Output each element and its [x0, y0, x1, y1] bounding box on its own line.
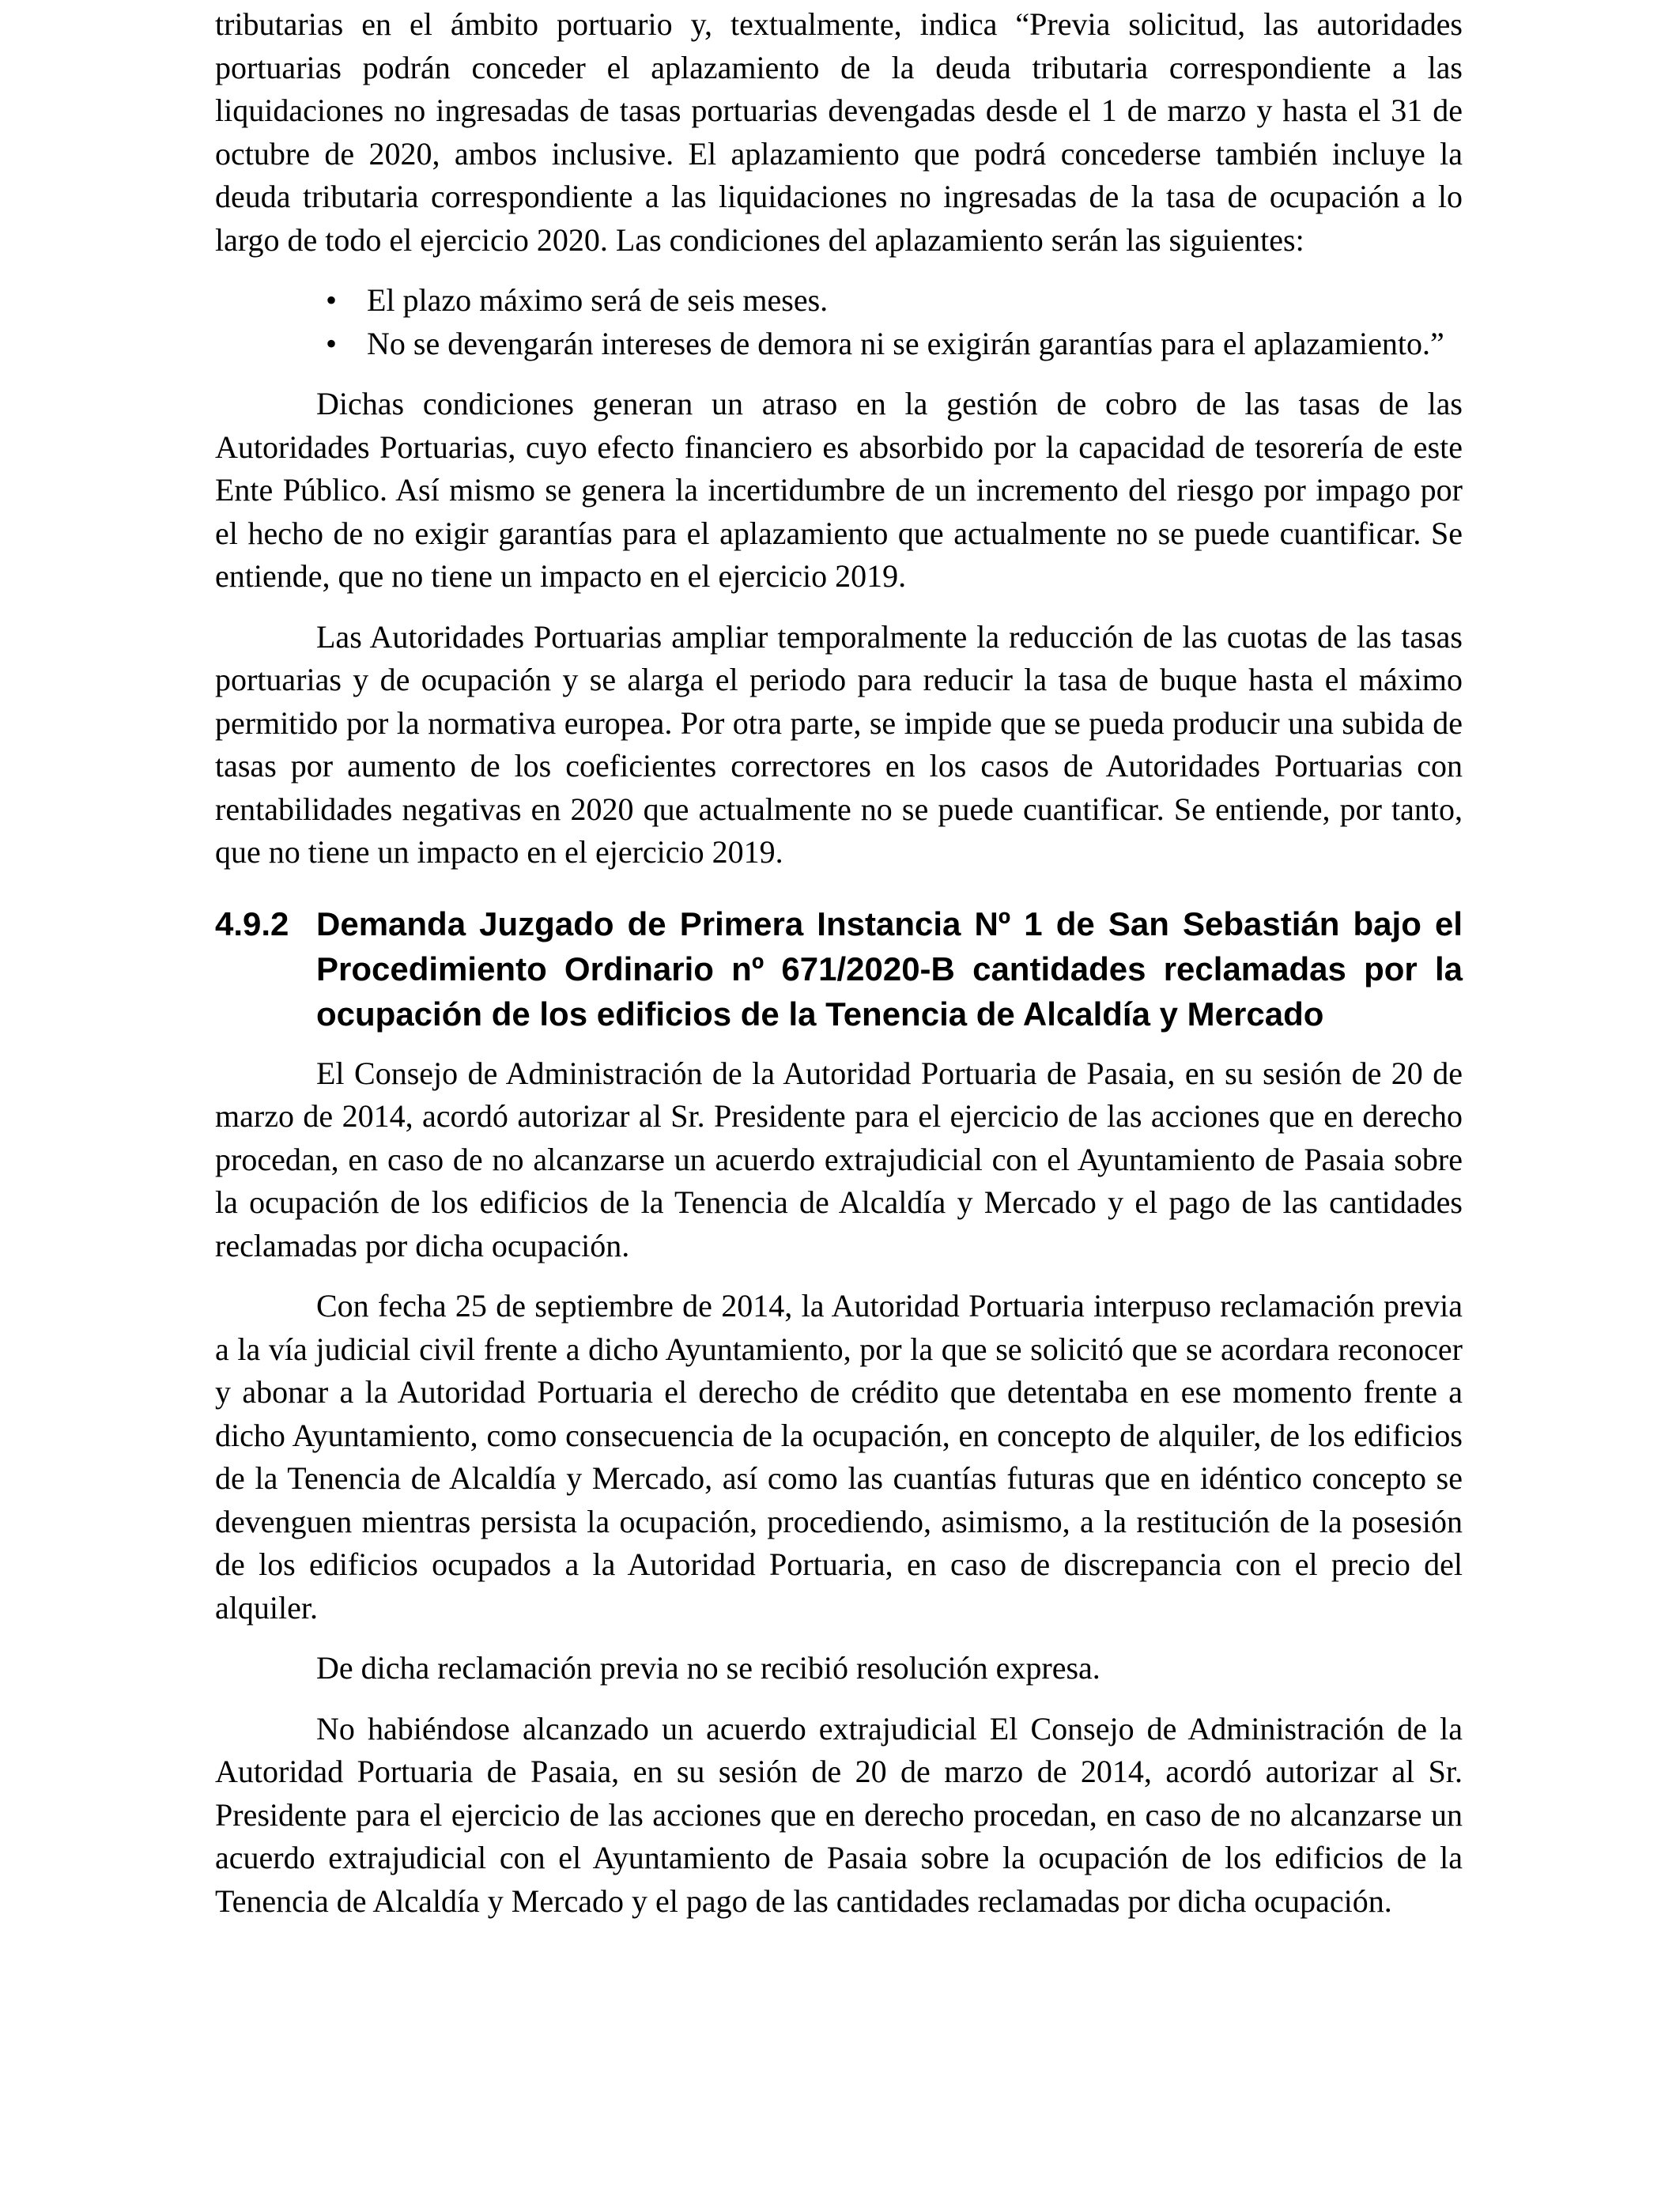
document-page — [215, 0, 1463, 1940]
list-item — [215, 279, 1463, 323]
paragraph-acuerdo-extrajudicial: No habiéndose alcanzado un acuerdo extrajudicial El Consejo de Administración de la Autoridad Portuaria de Pasaia, en su sesión de 20 de marzo de 2014, acordó autorizar al Sr. Presidente para el ejercicio de las acciones que en derecho procedan, en caso de no alcanzarse un acuerdo extrajudicial con el Ayuntamiento de Pasaia sobre la ocupación de los edificios de la Tenencia de Alcaldía y Mercado y el pago de las cantidades reclamadas por dicha ocupación. — [215, 1710, 1463, 1919]
paragraph-consejo: El Consejo de Administración de la Autoridad Portuaria de Pasaia, en su sesión de 20 de marzo de 2014, acordó autorizar al Sr. Presidente para el ejercicio de las acciones que en derecho procedan, en caso de no alcanzarse un acuerdo extrajudicial con el Ayuntamiento de Pasaia sobre la ocupación de los edificios de la Tenencia de Alcaldía y Mercado y el pago de las cantidades reclamadas por dicha ocupación. — [215, 1055, 1463, 1263]
bullet-icon: • — [325, 325, 337, 361]
paragraph-aplazamiento-intro: tributarias en el ámbito portuario y, textualmente, indica “Previa solicitud, las autoridades portuarias podrán conceder el aplazamiento de la deuda tributaria correspondiente a las liquidaciones no ingresadas de tasas portuarias devengadas desde el 1 de marzo y hasta el 31 de octubre de 2020, ambos inclusive. El aplazamiento que podrá concederse también incluye la deuda tributaria correspondiente a las liquidaciones no ingresadas de la tasa de ocupación a lo largo de todo el ejercicio 2020. Las condiciones del aplazamiento serán las siguientes: — [215, 6, 1463, 258]
list-item-text: No se devengarán intereses de demora ni se exigirán garantías para el aplazamiento.” — [367, 325, 1444, 361]
list-item-text: El plazo máximo será de seis meses. — [367, 282, 829, 318]
conditions-list — [215, 279, 1463, 365]
paragraph-reduccion-cuotas: Las Autoridades Portuarias ampliar temporalmente la reducción de las cuotas de las tasas portuarias y de ocupación y se alarga el periodo para reducir la tasa de buque hasta el máximo permitido por la normativa europea. Por otra parte, se impide que se pueda producir una subida de tasas por aumento de los coeficientes correctores en los casos de Autoridades Portuarias con rentabilidades negativas en 2020 que actualmente no se puede cuantificar. Se entiende, por tanto, que no tiene un impacto en el ejercicio 2019. — [215, 618, 1463, 870]
section-title: Demanda Juzgado de Primera Instancia Nº 1 de San Sebastián bajo el Procedimiento Ordinario nº 671/2020-B cantidades reclamadas por la ocupación de los edificios de la Tenencia de Alcaldía y Mercado — [316, 904, 1463, 1033]
section-number: 4.9.2 — [215, 904, 289, 942]
paragraph-reclamacion: Con fecha 25 de septiembre de 2014, la Autoridad Portuaria interpuso reclamación previa a la vía judicial civil frente a dicho Ayuntamiento, por la que se solicitó que se acordara reconocer y abonar a la Autoridad Portuaria el derecho de crédito que detentaba en ese momento frente a dicho Ayuntamiento, como consecuencia de la ocupación, en concepto de alquiler, de los edificios de la Tenencia de Alcaldía y Mercado, así como las cuantías futuras que en idéntico concepto se devenguen mientras persista la ocupación, procediendo, asimismo, a la restitución de la posesión de los edificios ocupados a la Autoridad Portuaria, en caso de discrepancia con el precio del alquiler. — [215, 1288, 1463, 1626]
section-heading — [215, 901, 1463, 1037]
list-item — [215, 323, 1463, 366]
paragraph-resolucion: De dicha reclamación previa no se recibió resolución expresa. — [316, 1650, 1100, 1686]
paragraph-condiciones: Dichas condiciones generan un atraso en la gestión de cobro de las tasas de las Autoridades Portuarias, cuyo efecto financiero es absorbido por la capacidad de tesorería de este Ente Público. Así mismo se genera la incertidumbre de un incremento del riesgo por impago por el hecho de no exigir garantías para el aplazamiento que actualmente no se puede cuantificar. Se entiende, que no tiene un impacto en el ejercicio 2019. — [215, 386, 1463, 594]
bullet-icon: • — [325, 282, 337, 318]
